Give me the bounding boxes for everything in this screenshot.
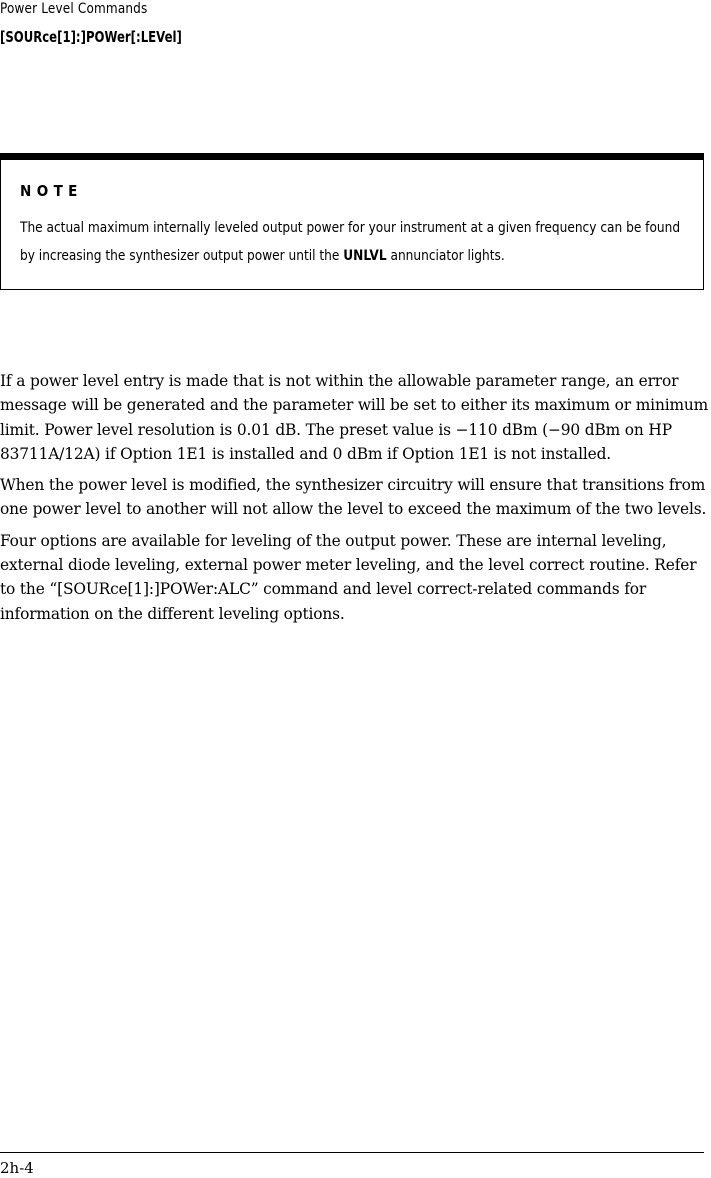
paragraph-leveling-options: Four options are available for leveling of the output power. These are internal leveling, external diode leveling, external power meter leveling, and the level correct routine. Refer to the “[SOURce[1]:]POWer:ALC” command and level correct-related commands for information on the different leveling options. (0, 531, 697, 623)
note-body (20, 214, 690, 270)
body-text (0, 369, 711, 633)
footer-rule (0, 1152, 704, 1153)
note-box (0, 153, 704, 290)
command-title: [SOURce[1]:]POWer[:LEVel] (0, 28, 182, 46)
note-text-end: annunciator lights. (386, 248, 505, 264)
note-text-start: The actual maximum internally leveled output power for your instrument at a given frequency can be found by increasing the synthesizer output power until the (20, 220, 681, 264)
paragraph-transitions: When the power level is modified, the synthesizer circuitry will ensure that transitions from one power level to another will not allow the level to exceed the maximum of the two levels. (0, 476, 707, 519)
paragraph-resolution: If a power level entry is made that is not within the allowable parameter range, an error message will be generated and the parameter will be set to either its maximum or minimum limit. Power level resolution is 0.01 dB. The preset value is −110 dBm (−90 dBm on HP 83711A/12A) if Option 1E1 is installed and 0 dBm if Option 1E1 is not installed. (0, 372, 709, 463)
page-number: 2h-4 (0, 1159, 34, 1177)
note-heading: NOTE (20, 182, 83, 200)
running-head: Power Level Commands (0, 1, 148, 17)
unlvl-keyword: UNLVL (343, 248, 387, 264)
